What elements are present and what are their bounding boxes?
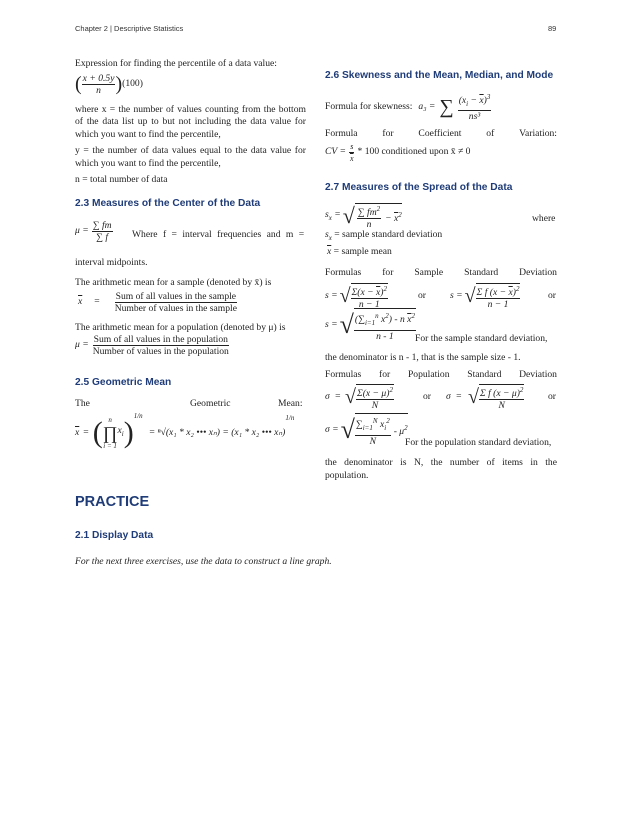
sample-mean-text: The arithmetic mean for a sample (denoted by x̄) is [75, 277, 272, 288]
percentile-denominator: n [96, 84, 101, 96]
population-sd-formula-2: σ = √ $\frac{\Sigma f (x - \mu)^2}{N}$ [446, 386, 524, 412]
or-1: or [418, 290, 426, 301]
population-sd-formula-3: σ = √ $\frac{\sum_{i=1}^N x_i^2}{N}$ - $\mu^2$ [325, 414, 408, 448]
sample-mean-formula: $\overline{x}$ = $\frac{\text{Sum of all values in the sample}}{\text{Number of values in the sample}}$ [78, 291, 237, 314]
percentile-multiplier: (100) [122, 77, 143, 89]
xbar-definition-text: = sample mean [333, 246, 392, 257]
percentile-numerator: x + 0.5y [82, 72, 115, 84]
psd-word-4: Standard [467, 369, 502, 380]
mu-numerator: ∑ fm [92, 220, 112, 231]
geo-word-geometric: Geometric [190, 398, 231, 409]
mu-denominator: ∑ f [96, 232, 109, 243]
psd-word-2: for [379, 369, 391, 380]
ssd-word-5: Deviation [519, 267, 557, 278]
sample-sd-formula-3: s = √ $\frac{(\sum_{i=1}^n x^2) - n \overline{x}^2}{n - 1}$ [325, 309, 415, 343]
population-mean-denominator: Number of values in the population [92, 346, 229, 357]
geo-word-the: The [75, 398, 90, 409]
population-sd-formula-1: σ = √ $\frac{\Sigma(x - \mu)^2}{N}$ [325, 386, 393, 412]
heading-measures-center: 2.3 Measures of the Center of the Data [75, 198, 261, 209]
grouped-mean-formula [75, 220, 113, 243]
ssd-word-4: Standard [464, 267, 499, 278]
psd-word-5: Deviation [519, 369, 557, 380]
mu-where-2: interval midpoints. [75, 257, 148, 268]
heading-skewness: 2.6 Skewness and the Mean, Median, and Mode [325, 70, 554, 81]
skewness-formula: Formula for skewness: a₃ = ∑ $\frac{(x_i - \overline{x})^3}{\text{ns³}}$ [325, 93, 491, 123]
where-n-definition: n = total number of data [75, 174, 168, 185]
or-2: or [548, 290, 556, 301]
mu-lhs: μ = [75, 225, 89, 237]
cv-word-5: Variation: [519, 128, 557, 139]
ssd-word-3: Sample [414, 267, 444, 278]
cv-word-2: for [382, 128, 394, 139]
psd-word-1: Formulas [325, 369, 362, 380]
cv-formula: CV = $\frac{s}{x}$ * 100 conditioned upon x̄ ≠ 0 [325, 142, 471, 163]
population-sd-note: For the population standard deviation, [405, 437, 552, 448]
sample-mean-numerator: Sum of all values in the sample [115, 291, 237, 302]
display-data-instructions: For the next three exercises, use the data to construct a line graph. [75, 556, 332, 567]
sx-formula: $s_x$ = √ $\frac{\sum fm^2}{n}$ − $\overline{x}^2$ [325, 203, 402, 231]
page-number: 89 [548, 24, 557, 33]
percentile-formula: ( $\frac{x + 0.5y}{n}$ ) (100) [75, 72, 143, 96]
heading-practice: PRACTICE [75, 494, 150, 510]
heading-spread: 2.7 Measures of the Spread of the Data [325, 182, 513, 193]
psd-word-3: Population [407, 369, 450, 380]
or-3: or [423, 391, 431, 402]
cv-formula-tail: * 100 conditioned upon x̄ ≠ 0 [357, 146, 471, 158]
where-y-definition: y = the number of data values equal to the data value for which you want to find the percentile, [75, 145, 306, 169]
sx-definition-text: = sample standard deviation [334, 229, 443, 240]
or-4: or [548, 391, 556, 402]
skewness-label: Formula for skewness: [325, 100, 413, 112]
skewness-denominator: ns³ [468, 111, 481, 123]
percentile-intro: Expression for finding the percentile of a data value: [75, 58, 277, 69]
sample-sd-formula-1: s = √ $\frac{\Sigma(x - \overline{x})^2}{n - 1}$ [325, 285, 387, 311]
geometric-mean-formula: $\overline{x}$ = ( n ∏ i = 1 $x_i$ ) 1/n = ⁿ√(x₁ * x₂ ••• xₙ) = (x₁ * x₂ ••• xₙ) 1/n [75, 412, 295, 450]
heading-geometric-mean: 2.5 Geometric Mean [75, 377, 172, 388]
heading-display-data: 2.1 Display Data [75, 530, 154, 541]
running-header: Chapter 2 | Descriptive Statistics [75, 24, 184, 33]
population-sd-note-2 [325, 457, 557, 482]
population-mean-text: The arithmetic mean for a population (denoted by μ) is [75, 322, 286, 333]
cv-word-3: Coefficient [418, 128, 462, 139]
ssd-word-1: Formulas [325, 267, 362, 278]
sample-mean-denominator: Number of values in the sample [114, 303, 237, 314]
xbar-definition: $\overline{x}$ = sample mean [327, 246, 392, 257]
left-column [75, 58, 306, 187]
where-x-definition: where x = the number of values counting from the bottom of the data list up to but not including the data value for which you want to find the percentile, [75, 103, 306, 140]
mu-where: Where f = interval frequencies and m = [132, 229, 305, 240]
cv-word-1: Formula [325, 128, 358, 139]
psd-label-row [325, 369, 557, 382]
cv-word-4: of [486, 128, 495, 139]
geo-word-mean: Mean: [278, 398, 303, 409]
cv-label-row [325, 128, 557, 141]
ssd-word-2: for [382, 267, 394, 278]
spread-where: where [532, 213, 556, 224]
sample-sd-note: For the sample standard deviation, [415, 333, 548, 344]
population-sd-note-2-text: the denominator is N, the number of items in the population. [325, 457, 557, 481]
sample-sd-formula-2: s = √ $\frac{\Sigma f (x - \overline{x})^2}{n - 1}$ [450, 285, 520, 311]
population-mean-formula: μ = $\frac{\text{Sum of all values in the population}}{\text{Number of values in the population}}$ [75, 334, 229, 357]
skewness-lhs: a₃ = [418, 100, 436, 112]
sample-sd-note-2: the denominator is n - 1, that is the sample size - 1. [325, 352, 521, 363]
sx-definition: $s_x$ = sample standard deviation [325, 229, 443, 242]
geometric-mean-expansion: = ⁿ√(x₁ * x₂ ••• xₙ) = (x₁ * x₂ ••• xₙ) [148, 426, 286, 438]
population-mean-numerator: Sum of all values in the population [93, 334, 228, 345]
ssd-label-row [325, 267, 557, 280]
